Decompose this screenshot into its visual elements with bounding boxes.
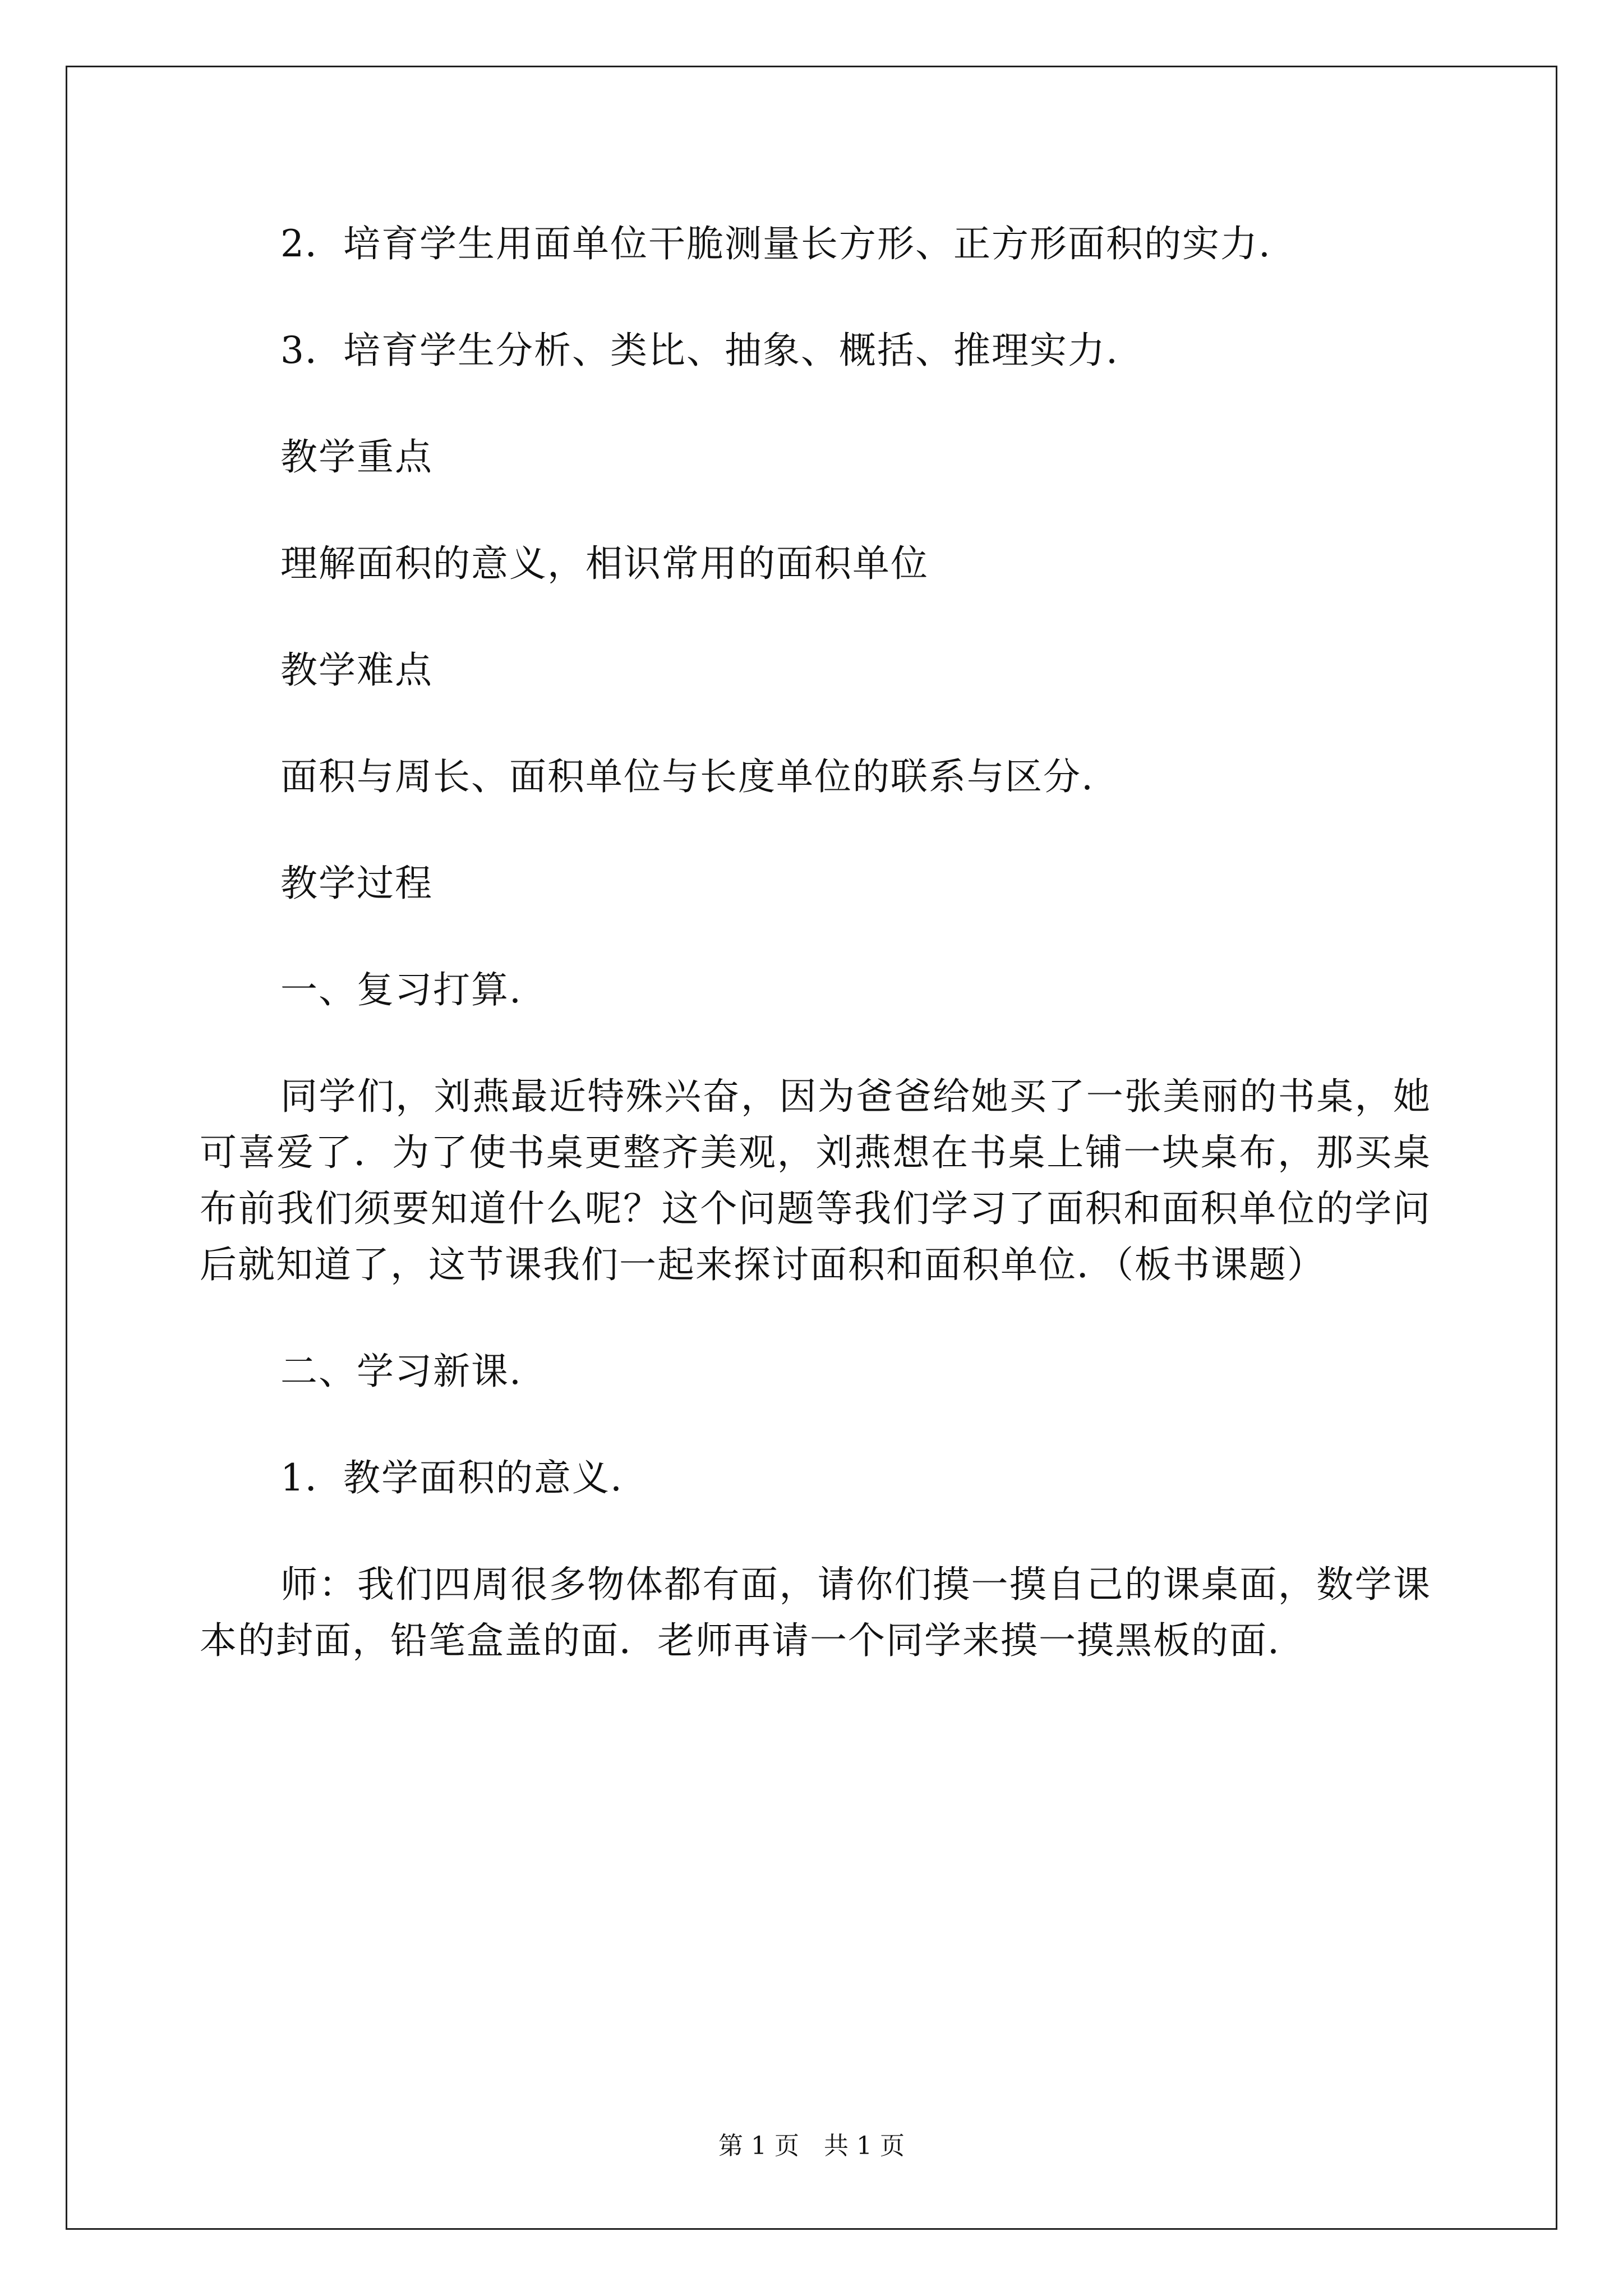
paragraph-difficulties: 面积与周长、面积单位与长度单位的联系与区分. <box>280 755 1094 798</box>
document-body <box>200 216 1431 1719</box>
paragraph-goal-3: 3．培育学生分析、类比、抽象、概括、推理实力. <box>280 329 1119 372</box>
paragraph-intro: 同学们，刘燕最近特殊兴奋，因为爸爸给她买了一张美丽的书桌，她可喜爱了．为了使书桌更整齐美观，刘燕想在书桌上铺一块桌布，那买桌布前我们须要知道什么呢？这个问题等我们学习了面积和面积单位的学问后就知道了，这节课我们一起来探讨面积和面积单位．（板书课题） <box>200 1075 1431 1286</box>
heading-difficulties: 教学难点 <box>280 648 433 692</box>
page-footer: 第 1 页 共 1 页 <box>718 2132 905 2160</box>
paragraph-key-points: 理解面积的意义，相识常用的面积单位 <box>280 542 929 585</box>
heading-new-lesson: 二、学习新课. <box>280 1350 522 1393</box>
heading-review: 一、复习打算. <box>280 968 522 1011</box>
heading-process: 教学过程 <box>280 862 433 905</box>
paragraph-teacher: 师：我们四周很多物体都有面，请你们摸一摸自己的课桌面，数学课本的封面，铅笔盒盖的面．老师再请一个同学来摸一摸黑板的面. <box>200 1563 1431 1662</box>
paragraph-goal-2: 2．培育学生用面单位干脆测量长方形、正方形面积的实力. <box>280 222 1271 265</box>
heading-key-points: 教学重点 <box>280 435 433 478</box>
heading-area-meaning: 1．教学面积的意义. <box>280 1456 623 1499</box>
